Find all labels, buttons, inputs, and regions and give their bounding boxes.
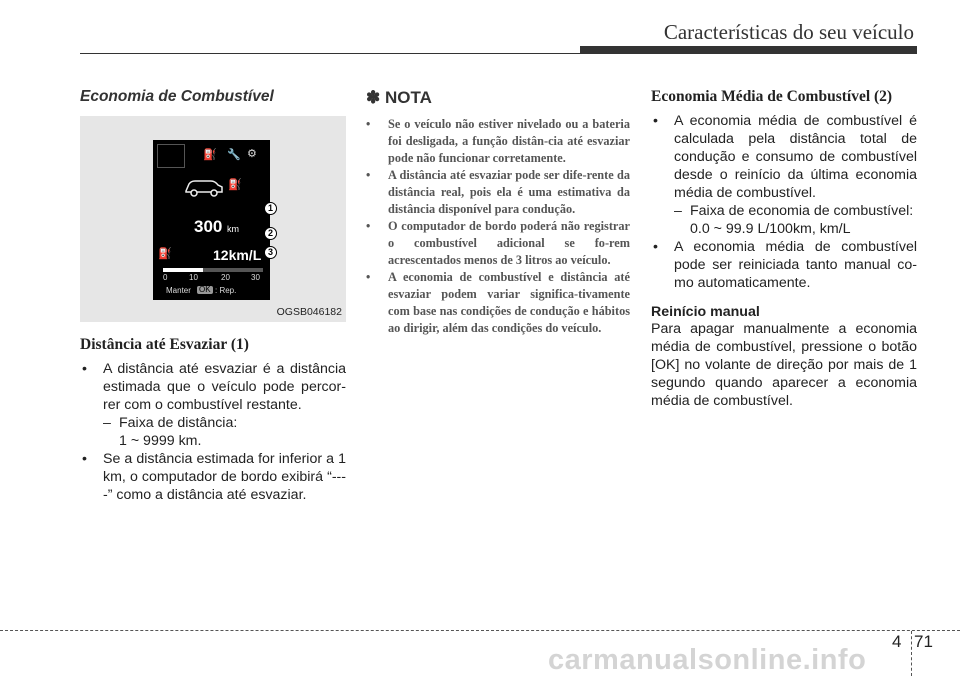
list-item: [651, 112, 917, 238]
range-value: 0.0 ~ 99.9 L/100km, km/L: [690, 221, 851, 237]
column-left-body: [80, 336, 346, 504]
gear-icon: ⚙: [247, 148, 257, 160]
chapter-number: 4: [892, 632, 902, 651]
header-rule-bar: [580, 46, 917, 54]
note-item: • O computador de bordo poderá não registrar o combustível adicional se fo-rem acrescentados menos de 3 litros ao veículo.: [366, 218, 630, 269]
range-label: – Faixa de economia de combustível:: [674, 202, 917, 220]
range-value: 1 ~ 9999 km.: [119, 433, 202, 449]
list-item: [80, 450, 346, 504]
column-right: [651, 88, 917, 410]
section-title-fuel-economy: Economia de Combustível: [80, 88, 274, 105]
display-frame: [157, 144, 185, 168]
economy-bar: [163, 268, 263, 272]
manual-reset-paragraph: Para apagar manualmente a economia média de combustível, pressione o botão [OK] no volante de direção por mais de 1 segundo quando aparecer a economia média de combustível.: [651, 321, 917, 409]
distance-unit: km: [227, 224, 239, 234]
instrument-cluster-figure: [80, 116, 346, 322]
economy-bar-fill: [163, 268, 203, 272]
wrench-icon: 🔧: [227, 149, 241, 161]
car-icon: [183, 177, 225, 197]
hint-hold-label: Manter: [166, 286, 191, 295]
list-item: [651, 238, 917, 292]
list-item-text: Se a distância estimada for inferior a 1 km, o computador de bordo exibirá “----” como a distância até esvaziar.: [103, 451, 346, 503]
distance-to-empty-value: 300: [194, 217, 223, 236]
header-rule: [80, 53, 580, 54]
average-economy-list: [651, 112, 917, 292]
note-item: • A distância até esvaziar pode ser dife-rente da distância real, pois ela é uma estimativa da distância disponível para condução.: [366, 167, 630, 218]
manual-reset-title: Reinício manual: [651, 304, 760, 320]
scale-tick-label: 0: [163, 273, 168, 282]
callout-3: 3: [264, 246, 277, 259]
hint-reset-label: : Rep.: [215, 286, 237, 295]
footer-rule: [0, 630, 960, 631]
fuel-station-icon: ⛽: [203, 149, 217, 161]
scale-tick-label: 20: [221, 273, 230, 282]
watermark: carmanualsonline.info: [548, 644, 867, 676]
page-header-title: Características do seu veículo: [663, 20, 914, 44]
distance-to-empty-title: Distância até Esvaziar (1): [80, 336, 249, 353]
scale-tick-label: 30: [251, 273, 260, 282]
callout-2: 2: [264, 227, 277, 240]
list-item-text: A economia média de combustível pode ser reiniciada tanto manual co-mo automaticamente.: [674, 239, 917, 291]
fuel-pump-small-icon: ⛽: [158, 248, 172, 260]
list-item: [80, 360, 346, 450]
figure-caption: OGSB046182: [276, 306, 342, 318]
cluster-display: [153, 140, 270, 300]
average-economy-value: 12km/L: [213, 247, 262, 263]
list-item-text: A economia média de combustível é calculada pela distância total de condução e consumo de combustível desde o reinício da última economia média de combustível.: [674, 113, 917, 201]
page-number: 71: [914, 632, 933, 651]
distance-to-empty-list: [80, 360, 346, 504]
column-left: [80, 88, 346, 106]
fuel-pump-icon: ⛽: [228, 179, 242, 191]
callout-1: 1: [264, 202, 277, 215]
note-title: ✽ NOTA: [366, 88, 432, 107]
note-item: • Se o veículo não estiver nivelado ou a bateria foi desligada, a função distân-cia até esvaziar pode não funcionar corretamente.: [366, 116, 630, 167]
note-list: [366, 116, 630, 337]
column-middle: [366, 88, 630, 337]
range-label: – Faixa de distância:: [103, 414, 346, 432]
list-item-text: A distância até esvaziar é a distância estimada que o veículo pode percor-rer com o combustível restante.: [103, 361, 346, 413]
note-item: • A economia de combustível e distância até esvaziar podem variar significa-tivamente com base nas condições de condução e hábitos ao dirigir, além das condições do veículo.: [366, 269, 630, 337]
ok-key-badge: OK: [199, 285, 211, 294]
page-number-divider: [911, 631, 912, 676]
scale-tick-label: 10: [189, 273, 198, 282]
average-economy-title: Economia Média de Combustível (2): [651, 88, 893, 105]
